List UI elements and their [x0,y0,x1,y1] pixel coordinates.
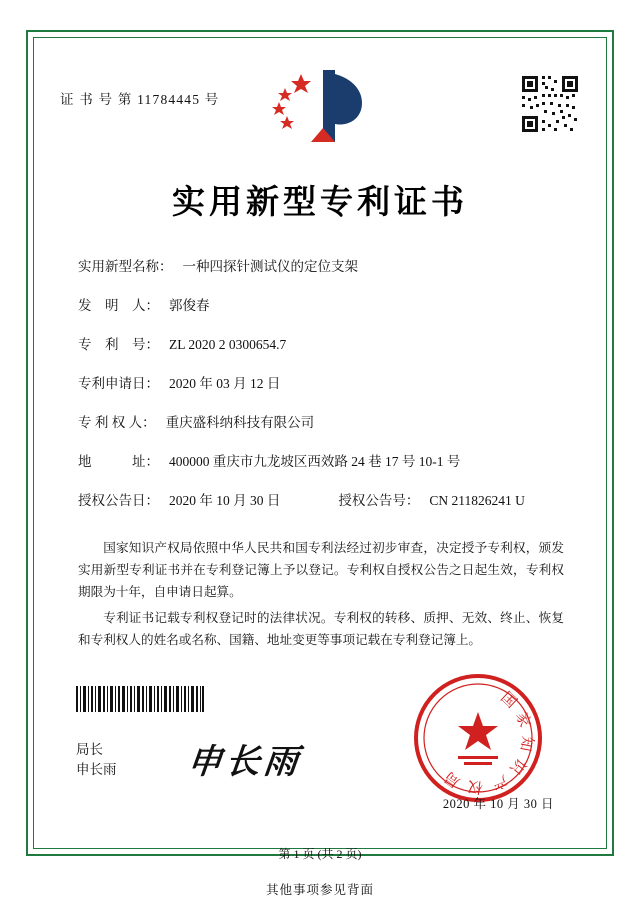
seal-date: 2020 年 10 月 30 日 [442,797,554,811]
grant-number-group [338,491,525,511]
qr-code-icon [520,74,580,134]
field-label: 专利申请日： [78,376,159,391]
grant-date-label: 授权公告日： [78,493,159,508]
document-title: 实用新型专利证书 [172,185,468,221]
field-value: 一种四探针测试仪的定位支架 [182,259,358,274]
frame-corner-top-left [26,30,42,46]
field-value: 郭俊春 [169,298,210,313]
svg-text:国家知识产权局: 国家知识产权局 [436,689,536,795]
field-row-application-date [78,374,566,394]
certificate-content [60,60,580,655]
certificate-footer [60,672,580,822]
field-row-inventor [78,296,566,316]
field-row-utility-model-name [78,257,566,277]
patent-office-logo-icon [265,66,375,146]
field-label: 专 利 号： [78,337,159,352]
director-name: 申长雨 [76,762,117,777]
certificate-number: 证 书 号 第 11784445 号 [60,92,220,107]
certificate-fields [78,257,566,511]
grant-number-label: 授权公告号： [338,493,420,508]
frame-corner-top-right [598,30,614,46]
barcode-icon [76,686,204,712]
director-title: 局长 [76,742,103,757]
field-row-grant-announcement [78,491,566,511]
page-number: 第 1 页 (共 2 页) [278,847,362,861]
bottom-note: 其他事项参见背面 [265,883,374,897]
field-label: 专 利 权 人： [78,415,156,430]
field-label: 地 址： [78,454,159,469]
field-label: 实用新型名称： [78,259,173,274]
legal-paragraph-1: 国家知识产权局依照中华人民共和国专利法经过初步审查，决定授予专利权，颁发实用新型专利证书并在专利登记簿上予以登记。专利权自授权公告之日起生效，专利权期限为十年，自申请日起算。 [78,541,564,599]
grant-date-value: 2020 年 10 月 30 日 [169,493,281,508]
certificate-header [60,60,580,160]
grant-number-value: CN 211826241 U [429,493,525,508]
field-value: 2020 年 03 月 12 日 [169,376,281,391]
field-row-address [78,452,566,472]
field-value: ZL 2020 2 0300654.7 [169,337,287,352]
field-row-patentee [78,413,566,433]
field-value: 重庆盛科纳科技有限公司 [165,415,315,430]
legal-paragraphs [78,537,564,651]
official-red-seal-icon [412,672,544,804]
field-value: 400000 重庆市九龙坡区西效路 24 巷 17 号 10-1 号 [169,454,461,469]
legal-paragraph-2: 专利证书记载专利权登记时的法律状况。专利权的转移、质押、无效、终止、恢复和专利权人的姓名或名称、国籍、地址变更等事项记载在专利登记簿上。 [78,611,564,647]
handwritten-signature: 申长雨 [185,744,304,781]
field-label: 发 明 人： [78,298,159,313]
field-row-patent-number [78,335,566,355]
director-label [76,740,117,780]
